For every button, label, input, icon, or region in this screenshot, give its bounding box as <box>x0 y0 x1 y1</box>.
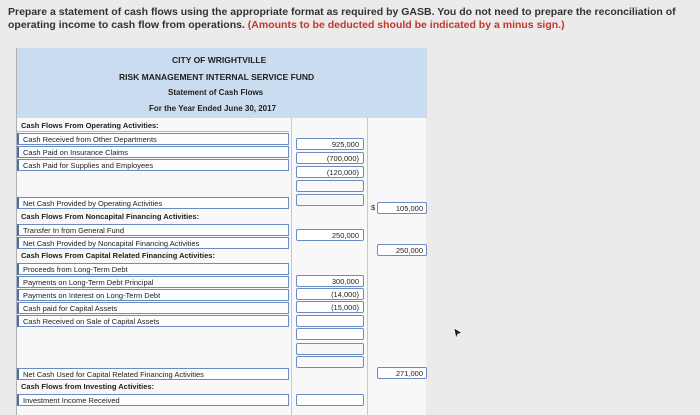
line-item-label[interactable]: Proceeds from Long-Term Debt <box>17 263 289 275</box>
instructions <box>8 6 692 32</box>
amount-field[interactable]: 300,000 <box>296 275 364 287</box>
statement-period: For the Year Ended June 30, 2017 <box>149 104 277 113</box>
column-divider <box>367 118 368 415</box>
line-item-label[interactable]: Cash Received from Other Departments <box>17 133 289 145</box>
investing-heading: Cash Flows from Investing Activities: <box>21 382 155 391</box>
currency-symbol: $ <box>371 203 376 212</box>
amount-field[interactable] <box>296 180 364 192</box>
amount-field[interactable]: 250,000 <box>296 229 364 241</box>
statement-header <box>17 48 427 118</box>
fund-name: RISK MANAGEMENT INTERNAL SERVICE FUND <box>119 72 315 82</box>
amount-field[interactable] <box>296 343 364 355</box>
line-item-label[interactable]: Net Cash Used for Capital Related Financing Activities <box>17 368 289 380</box>
amount-field[interactable]: (120,000) <box>296 166 364 178</box>
line-item-label[interactable]: Cash Received on Sale of Capital Assets <box>17 315 289 327</box>
cash-flow-worksheet <box>16 48 426 415</box>
line-item-label[interactable]: Investment Income Received <box>17 394 289 406</box>
noncapital-heading: Cash Flows From Noncapital Financing Activities: <box>21 212 200 221</box>
statement-title: Statement of Cash Flows <box>168 88 264 97</box>
line-item-label[interactable]: Cash paid for Capital Assets <box>17 302 289 314</box>
line-item-label[interactable]: Net Cash Provided by Noncapital Financing Activities <box>17 237 289 249</box>
subtotal-field[interactable]: 105,000 <box>377 202 427 214</box>
capital-heading: Cash Flows From Capital Related Financing Activities: <box>21 251 215 260</box>
column-divider <box>291 118 292 415</box>
amount-field[interactable]: (14,000) <box>296 288 364 300</box>
amount-field[interactable] <box>296 394 364 406</box>
subtotal-field[interactable]: 250,000 <box>377 244 427 256</box>
line-item-label[interactable]: Payments on Interest on Long-Term Debt <box>17 289 289 301</box>
amount-field[interactable] <box>296 356 364 368</box>
amount-field[interactable]: 925,000 <box>296 138 364 150</box>
line-item-label[interactable]: Transfer In from General Fund <box>17 224 289 236</box>
instructions-text: Prepare a statement of cash flows using the appropriate format as required by GASB. You do not need to prepare the reconciliation of operating income to cash flow from operations. <box>8 6 676 31</box>
amount-field[interactable]: (700,000) <box>296 152 364 164</box>
instructions-note: (Amounts to be deducted should be indicated by a minus sign.) <box>247 19 565 31</box>
amount-field[interactable] <box>296 194 364 206</box>
line-item-label[interactable]: Cash Paid on Insurance Claims <box>17 146 289 158</box>
line-item-label[interactable]: Cash Paid for Supplies and Employees <box>17 159 289 171</box>
entity-name: CITY OF WRIGHTVILLE <box>172 55 267 65</box>
line-item-label[interactable]: Net Cash Provided by Operating Activities <box>17 197 289 209</box>
operating-heading: Cash Flows From Operating Activities: <box>17 120 289 132</box>
subtotal-field[interactable]: 271,000 <box>377 367 427 379</box>
mouse-cursor-icon <box>453 327 463 339</box>
amount-field[interactable]: (15,000) <box>296 301 364 313</box>
amount-field[interactable] <box>296 315 364 327</box>
line-item-label[interactable]: Payments on Long-Term Debt Principal <box>17 276 289 288</box>
amount-field[interactable] <box>296 328 364 340</box>
